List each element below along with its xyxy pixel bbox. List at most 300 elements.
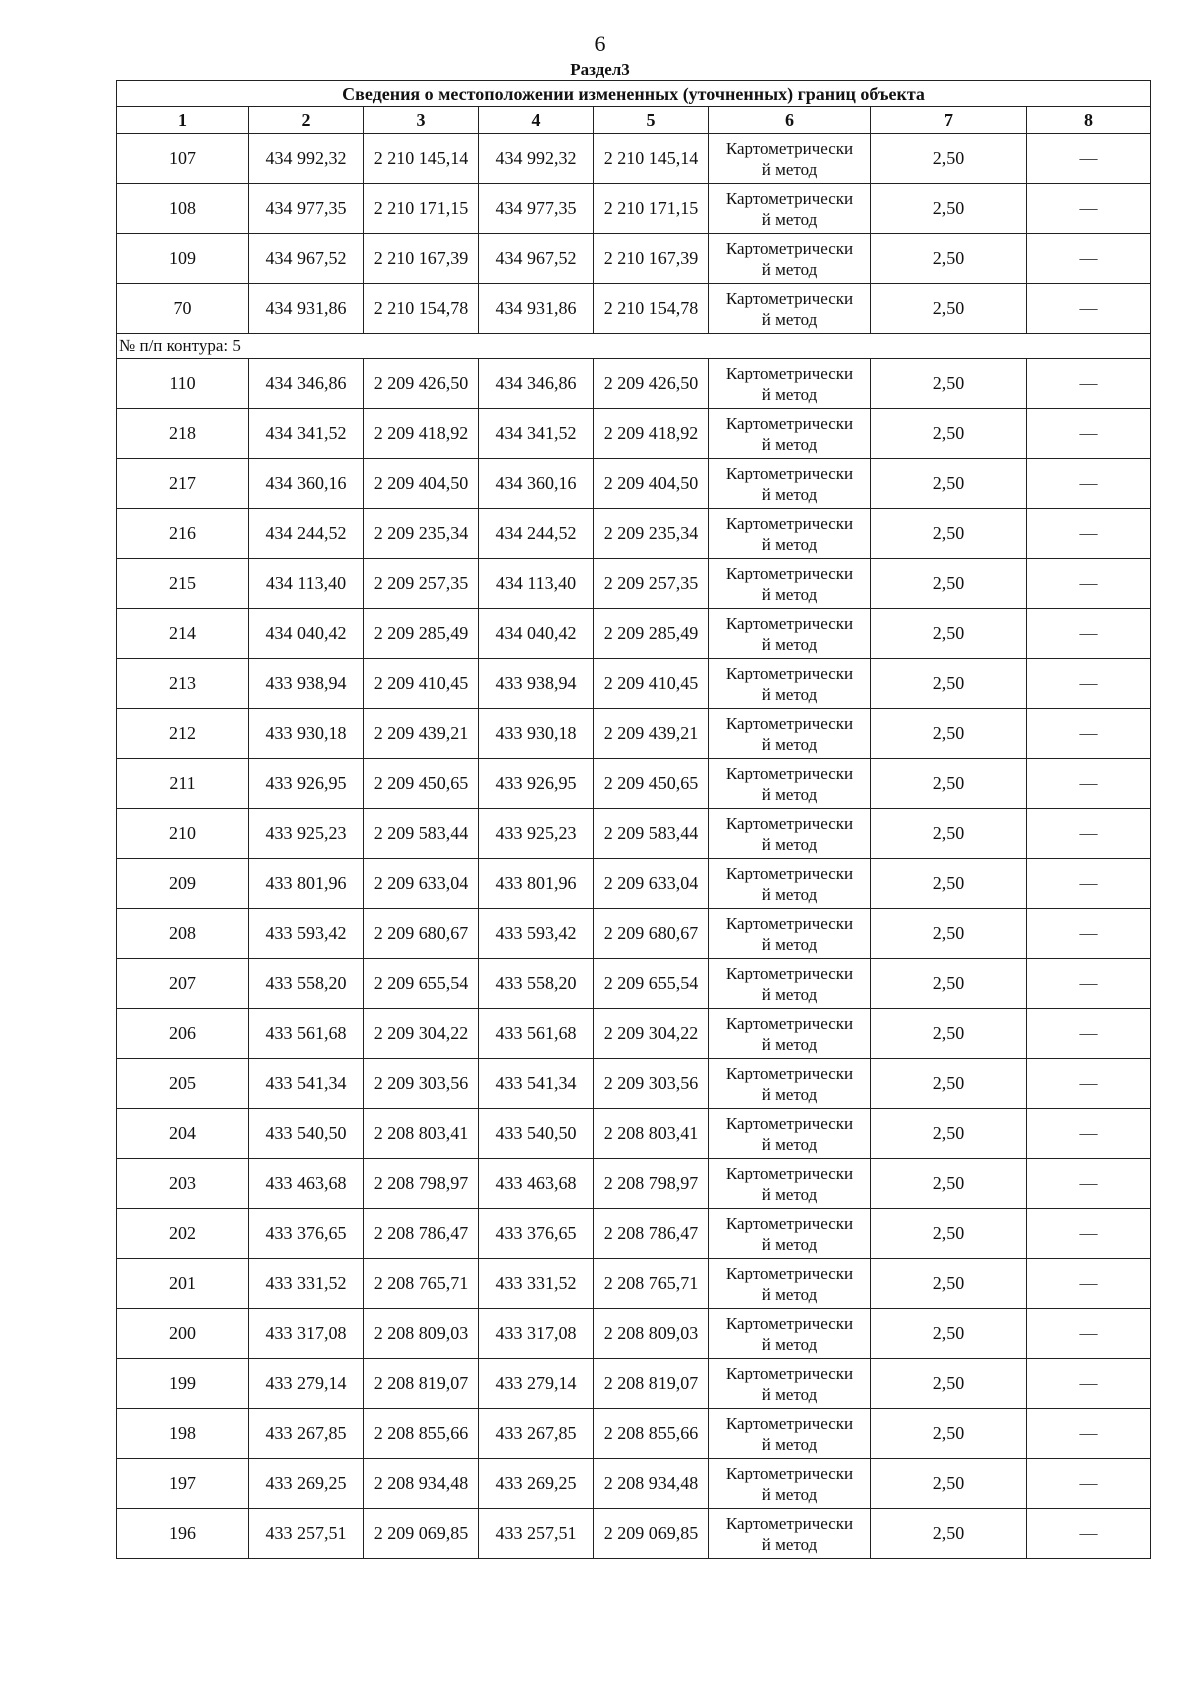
accuracy-cell: 2,50 [871, 284, 1027, 334]
accuracy-cell: 2,50 [871, 1309, 1027, 1359]
x-coordinate-cell: 433 540,50 [249, 1109, 364, 1159]
point-number-cell: 209 [117, 859, 249, 909]
y-coordinate-cell: 2 209 304,22 [364, 1009, 479, 1059]
y-new-coordinate-cell: 2 209 410,45 [594, 659, 709, 709]
point-number-cell: 211 [117, 759, 249, 809]
description-cell: — [1027, 1359, 1151, 1409]
method-text-line1: Картометрически [725, 1063, 854, 1083]
y-coordinate-cell: 2 209 418,92 [364, 409, 479, 459]
description-cell: — [1027, 359, 1151, 409]
method-text-line1: Картометрически [725, 463, 854, 483]
y-coordinate-cell: 2 210 167,39 [364, 234, 479, 284]
x-coordinate-cell: 433 930,18 [249, 709, 364, 759]
point-number-cell: 216 [117, 509, 249, 559]
point-number-cell: 201 [117, 1259, 249, 1309]
column-number: 4 [479, 107, 594, 134]
y-coordinate-cell: 2 208 765,71 [364, 1259, 479, 1309]
description-cell: — [1027, 1309, 1151, 1359]
method-cell [709, 959, 871, 1009]
method-text-line1: Картометрически [725, 663, 854, 683]
y-coordinate-cell: 2 208 803,41 [364, 1109, 479, 1159]
y-coordinate-cell: 2 208 798,97 [364, 1159, 479, 1209]
x-new-coordinate-cell: 433 317,08 [479, 1309, 594, 1359]
table-row [117, 809, 1151, 859]
x-coordinate-cell: 433 801,96 [249, 859, 364, 909]
y-new-coordinate-cell: 2 209 069,85 [594, 1509, 709, 1559]
table-row [117, 1059, 1151, 1109]
method-text-line2: й метод [761, 434, 818, 454]
y-coordinate-cell: 2 209 235,34 [364, 509, 479, 559]
method-cell [709, 409, 871, 459]
x-coordinate-cell: 434 244,52 [249, 509, 364, 559]
x-coordinate-cell: 433 561,68 [249, 1009, 364, 1059]
description-cell: — [1027, 1059, 1151, 1109]
y-new-coordinate-cell: 2 210 167,39 [594, 234, 709, 284]
description-cell: — [1027, 234, 1151, 284]
method-text-line1: Картометрически [725, 1013, 854, 1033]
y-coordinate-cell: 2 208 819,07 [364, 1359, 479, 1409]
method-cell [709, 1059, 871, 1109]
y-coordinate-cell: 2 209 303,56 [364, 1059, 479, 1109]
x-new-coordinate-cell: 433 541,34 [479, 1059, 594, 1109]
y-new-coordinate-cell: 2 209 235,34 [594, 509, 709, 559]
y-new-coordinate-cell: 2 209 426,50 [594, 359, 709, 409]
x-new-coordinate-cell: 434 341,52 [479, 409, 594, 459]
accuracy-cell: 2,50 [871, 234, 1027, 284]
method-cell [709, 184, 871, 234]
method-text-line2: й метод [761, 634, 818, 654]
accuracy-cell: 2,50 [871, 659, 1027, 709]
method-text-line1: Картометрически [725, 713, 854, 733]
method-text-line2: й метод [761, 934, 818, 954]
y-new-coordinate-cell: 2 209 450,65 [594, 759, 709, 809]
table-caption: Сведения о местоположении измененных (уточненных) границ объекта [117, 81, 1151, 107]
method-cell [709, 1359, 871, 1409]
method-text-line1: Картометрически [725, 763, 854, 783]
x-new-coordinate-cell: 433 561,68 [479, 1009, 594, 1059]
accuracy-cell: 2,50 [871, 184, 1027, 234]
point-number-cell: 206 [117, 1009, 249, 1059]
y-new-coordinate-cell: 2 208 855,66 [594, 1409, 709, 1459]
accuracy-cell: 2,50 [871, 1109, 1027, 1159]
accuracy-cell: 2,50 [871, 1009, 1027, 1059]
column-number: 1 [117, 107, 249, 134]
x-new-coordinate-cell: 433 938,94 [479, 659, 594, 709]
method-cell [709, 1209, 871, 1259]
table-row [117, 359, 1151, 409]
y-coordinate-cell: 2 209 426,50 [364, 359, 479, 409]
x-coordinate-cell: 434 341,52 [249, 409, 364, 459]
description-cell: — [1027, 609, 1151, 659]
x-new-coordinate-cell: 433 376,65 [479, 1209, 594, 1259]
method-text-line2: й метод [761, 1034, 818, 1054]
description-cell: — [1027, 459, 1151, 509]
column-number-row [117, 107, 1151, 134]
description-cell: — [1027, 1459, 1151, 1509]
method-text-line2: й метод [761, 1284, 818, 1304]
method-text-line1: Картометрически [725, 1113, 854, 1133]
method-cell [709, 909, 871, 959]
x-coordinate-cell: 434 931,86 [249, 284, 364, 334]
y-new-coordinate-cell: 2 209 418,92 [594, 409, 709, 459]
x-coordinate-cell: 433 463,68 [249, 1159, 364, 1209]
y-new-coordinate-cell: 2 210 154,78 [594, 284, 709, 334]
y-new-coordinate-cell: 2 209 304,22 [594, 1009, 709, 1059]
accuracy-cell: 2,50 [871, 759, 1027, 809]
table-row [117, 609, 1151, 659]
method-text-line1: Картометрически [725, 363, 854, 383]
table-row [117, 234, 1151, 284]
method-text-line2: й метод [761, 209, 818, 229]
point-number-cell: 215 [117, 559, 249, 609]
method-text-line2: й метод [761, 1134, 818, 1154]
method-text-line2: й метод [761, 484, 818, 504]
method-text-line2: й метод [761, 534, 818, 554]
point-number-cell: 214 [117, 609, 249, 659]
method-cell [709, 509, 871, 559]
table-row [117, 1459, 1151, 1509]
x-new-coordinate-cell: 433 926,95 [479, 759, 594, 809]
accuracy-cell: 2,50 [871, 809, 1027, 859]
column-number: 2 [249, 107, 364, 134]
table-row [117, 1309, 1151, 1359]
y-coordinate-cell: 2 209 680,67 [364, 909, 479, 959]
method-text-line2: й метод [761, 884, 818, 904]
section-title: Раздел3 [570, 60, 630, 79]
method-text-line2: й метод [761, 1434, 818, 1454]
y-new-coordinate-cell: 2 209 285,49 [594, 609, 709, 659]
table-row [117, 1209, 1151, 1259]
x-new-coordinate-cell: 434 992,32 [479, 134, 594, 184]
method-cell [709, 709, 871, 759]
y-coordinate-cell: 2 209 439,21 [364, 709, 479, 759]
method-text-line1: Картометрически [725, 413, 854, 433]
x-new-coordinate-cell: 434 346,86 [479, 359, 594, 409]
x-coordinate-cell: 433 938,94 [249, 659, 364, 709]
point-number-cell: 107 [117, 134, 249, 184]
method-text-line2: й метод [761, 784, 818, 804]
point-number-cell: 204 [117, 1109, 249, 1159]
description-cell: — [1027, 809, 1151, 859]
description-cell: — [1027, 509, 1151, 559]
accuracy-cell: 2,50 [871, 559, 1027, 609]
table-row [117, 1409, 1151, 1459]
y-coordinate-cell: 2 209 069,85 [364, 1509, 479, 1559]
method-cell [709, 284, 871, 334]
point-number-cell: 108 [117, 184, 249, 234]
point-number-cell: 218 [117, 409, 249, 459]
x-new-coordinate-cell: 434 040,42 [479, 609, 594, 659]
method-text-line2: й метод [761, 1534, 818, 1554]
y-new-coordinate-cell: 2 208 934,48 [594, 1459, 709, 1509]
y-new-coordinate-cell: 2 209 303,56 [594, 1059, 709, 1109]
table-row [117, 1509, 1151, 1559]
x-new-coordinate-cell: 433 801,96 [479, 859, 594, 909]
table-row [117, 1159, 1151, 1209]
x-coordinate-cell: 433 541,34 [249, 1059, 364, 1109]
x-new-coordinate-cell: 433 257,51 [479, 1509, 594, 1559]
accuracy-cell: 2,50 [871, 1509, 1027, 1559]
point-number-cell: 212 [117, 709, 249, 759]
point-number-cell: 203 [117, 1159, 249, 1209]
method-text-line1: Картометрически [725, 1513, 854, 1533]
x-new-coordinate-cell: 434 931,86 [479, 284, 594, 334]
description-cell: — [1027, 909, 1151, 959]
x-new-coordinate-cell: 433 463,68 [479, 1159, 594, 1209]
description-cell: — [1027, 184, 1151, 234]
method-text-line2: й метод [761, 1484, 818, 1504]
table-row [117, 284, 1151, 334]
description-cell: — [1027, 1009, 1151, 1059]
table-row [117, 184, 1151, 234]
y-coordinate-cell: 2 209 404,50 [364, 459, 479, 509]
method-text-line1: Картометрически [725, 863, 854, 883]
contour-block-5 [117, 359, 1151, 1559]
y-new-coordinate-cell: 2 209 257,35 [594, 559, 709, 609]
y-coordinate-cell: 2 209 410,45 [364, 659, 479, 709]
x-coordinate-cell: 433 269,25 [249, 1459, 364, 1509]
method-text-line2: й метод [761, 1084, 818, 1104]
y-new-coordinate-cell: 2 209 655,54 [594, 959, 709, 1009]
method-text-line1: Картометрически [725, 563, 854, 583]
y-new-coordinate-cell: 2 209 583,44 [594, 809, 709, 859]
accuracy-cell: 2,50 [871, 709, 1027, 759]
method-cell [709, 1509, 871, 1559]
point-number-cell: 110 [117, 359, 249, 409]
x-coordinate-cell: 433 257,51 [249, 1509, 364, 1559]
contour-label-row [117, 334, 1151, 359]
table-row [117, 759, 1151, 809]
y-new-coordinate-cell: 2 209 680,67 [594, 909, 709, 959]
point-number-cell: 199 [117, 1359, 249, 1409]
method-text-line2: й метод [761, 834, 818, 854]
y-new-coordinate-cell: 2 208 819,07 [594, 1359, 709, 1409]
y-coordinate-cell: 2 209 285,49 [364, 609, 479, 659]
description-cell: — [1027, 1159, 1151, 1209]
accuracy-cell: 2,50 [871, 359, 1027, 409]
point-number-cell: 213 [117, 659, 249, 709]
point-number-cell: 210 [117, 809, 249, 859]
description-cell: — [1027, 1109, 1151, 1159]
y-new-coordinate-cell: 2 208 803,41 [594, 1109, 709, 1159]
method-text-line2: й метод [761, 1384, 818, 1404]
column-number: 6 [709, 107, 871, 134]
table-row [117, 509, 1151, 559]
x-new-coordinate-cell: 433 925,23 [479, 809, 594, 859]
x-new-coordinate-cell: 434 113,40 [479, 559, 594, 609]
method-cell [709, 134, 871, 184]
x-new-coordinate-cell: 433 267,85 [479, 1409, 594, 1459]
method-cell [709, 459, 871, 509]
point-number-cell: 109 [117, 234, 249, 284]
accuracy-cell: 2,50 [871, 459, 1027, 509]
y-coordinate-cell: 2 208 786,47 [364, 1209, 479, 1259]
accuracy-cell: 2,50 [871, 1409, 1027, 1459]
column-number: 8 [1027, 107, 1151, 134]
accuracy-cell: 2,50 [871, 1059, 1027, 1109]
method-text-line1: Картометрически [725, 513, 854, 533]
x-coordinate-cell: 433 925,23 [249, 809, 364, 859]
y-coordinate-cell: 2 210 171,15 [364, 184, 479, 234]
x-new-coordinate-cell: 434 360,16 [479, 459, 594, 509]
method-text-line1: Картометрически [725, 288, 854, 308]
method-cell [709, 359, 871, 409]
contour-block-1 [117, 134, 1151, 334]
description-cell: — [1027, 284, 1151, 334]
method-text-line1: Картометрически [725, 1213, 854, 1233]
method-cell [709, 1259, 871, 1309]
accuracy-cell: 2,50 [871, 1209, 1027, 1259]
accuracy-cell: 2,50 [871, 909, 1027, 959]
method-text-line2: й метод [761, 584, 818, 604]
x-new-coordinate-cell: 433 930,18 [479, 709, 594, 759]
method-text-line1: Картометрически [725, 238, 854, 258]
method-cell [709, 659, 871, 709]
method-text-line1: Картометрически [725, 1313, 854, 1333]
description-cell: — [1027, 1209, 1151, 1259]
y-coordinate-cell: 2 208 809,03 [364, 1309, 479, 1359]
x-coordinate-cell: 434 360,16 [249, 459, 364, 509]
method-text-line1: Картометрически [725, 1413, 854, 1433]
x-coordinate-cell: 434 040,42 [249, 609, 364, 659]
description-cell: — [1027, 134, 1151, 184]
method-text-line2: й метод [761, 1184, 818, 1204]
x-coordinate-cell: 433 279,14 [249, 1359, 364, 1409]
page-number: 6 [594, 31, 606, 56]
y-new-coordinate-cell: 2 210 145,14 [594, 134, 709, 184]
point-number-cell: 70 [117, 284, 249, 334]
accuracy-cell: 2,50 [871, 859, 1027, 909]
description-cell: — [1027, 959, 1151, 1009]
y-new-coordinate-cell: 2 209 633,04 [594, 859, 709, 909]
boundary-coordinates-table [116, 80, 1151, 1559]
description-cell: — [1027, 1409, 1151, 1459]
y-coordinate-cell: 2 210 145,14 [364, 134, 479, 184]
accuracy-cell: 2,50 [871, 1459, 1027, 1509]
accuracy-cell: 2,50 [871, 134, 1027, 184]
contour-label: № п/п контура: 5 [117, 334, 1151, 359]
y-coordinate-cell: 2 210 154,78 [364, 284, 479, 334]
column-number: 3 [364, 107, 479, 134]
method-cell [709, 234, 871, 284]
method-text-line1: Картометрически [725, 138, 854, 158]
table-row [117, 1359, 1151, 1409]
method-text-line2: й метод [761, 984, 818, 1004]
method-text-line1: Картометрически [725, 1163, 854, 1183]
method-text-line1: Картометрически [725, 188, 854, 208]
x-new-coordinate-cell: 433 558,20 [479, 959, 594, 1009]
description-cell: — [1027, 559, 1151, 609]
x-new-coordinate-cell: 433 279,14 [479, 1359, 594, 1409]
column-number: 7 [871, 107, 1027, 134]
table-row [117, 709, 1151, 759]
method-cell [709, 609, 871, 659]
x-coordinate-cell: 433 331,52 [249, 1259, 364, 1309]
method-cell [709, 1009, 871, 1059]
method-text-line2: й метод [761, 309, 818, 329]
method-text-line2: й метод [761, 1334, 818, 1354]
y-coordinate-cell: 2 209 257,35 [364, 559, 479, 609]
x-new-coordinate-cell: 433 540,50 [479, 1109, 594, 1159]
point-number-cell: 202 [117, 1209, 249, 1259]
x-new-coordinate-cell: 434 977,35 [479, 184, 594, 234]
description-cell: — [1027, 1509, 1151, 1559]
accuracy-cell: 2,50 [871, 1359, 1027, 1409]
table-row [117, 409, 1151, 459]
x-coordinate-cell: 433 926,95 [249, 759, 364, 809]
point-number-cell: 205 [117, 1059, 249, 1109]
table-row [117, 1259, 1151, 1309]
x-new-coordinate-cell: 434 244,52 [479, 509, 594, 559]
x-new-coordinate-cell: 433 331,52 [479, 1259, 594, 1309]
point-number-cell: 200 [117, 1309, 249, 1359]
method-cell [709, 559, 871, 609]
method-cell [709, 1109, 871, 1159]
accuracy-cell: 2,50 [871, 509, 1027, 559]
x-coordinate-cell: 433 376,65 [249, 1209, 364, 1259]
method-text-line1: Картометрически [725, 913, 854, 933]
x-new-coordinate-cell: 433 593,42 [479, 909, 594, 959]
method-cell [709, 859, 871, 909]
description-cell: — [1027, 759, 1151, 809]
x-coordinate-cell: 434 977,35 [249, 184, 364, 234]
description-cell: — [1027, 409, 1151, 459]
contour-separator [117, 334, 1151, 359]
x-coordinate-cell: 434 967,52 [249, 234, 364, 284]
method-cell [709, 1409, 871, 1459]
x-coordinate-cell: 433 267,85 [249, 1409, 364, 1459]
method-text-line1: Картометрически [725, 963, 854, 983]
method-text-line1: Картометрически [725, 1263, 854, 1283]
method-cell [709, 1159, 871, 1209]
y-coordinate-cell: 2 209 583,44 [364, 809, 479, 859]
point-number-cell: 208 [117, 909, 249, 959]
method-text-line2: й метод [761, 159, 818, 179]
y-coordinate-cell: 2 209 450,65 [364, 759, 479, 809]
table-row [117, 1009, 1151, 1059]
method-text-line2: й метод [761, 259, 818, 279]
y-new-coordinate-cell: 2 208 798,97 [594, 1159, 709, 1209]
table-row [117, 559, 1151, 609]
method-cell [709, 1459, 871, 1509]
x-new-coordinate-cell: 433 269,25 [479, 1459, 594, 1509]
point-number-cell: 207 [117, 959, 249, 1009]
x-coordinate-cell: 434 992,32 [249, 134, 364, 184]
table-row [117, 859, 1151, 909]
method-cell [709, 809, 871, 859]
method-text-line2: й метод [761, 684, 818, 704]
table-row [117, 959, 1151, 1009]
point-number-cell: 198 [117, 1409, 249, 1459]
table-row [117, 134, 1151, 184]
y-new-coordinate-cell: 2 209 404,50 [594, 459, 709, 509]
y-new-coordinate-cell: 2 208 765,71 [594, 1259, 709, 1309]
column-number: 5 [594, 107, 709, 134]
y-new-coordinate-cell: 2 210 171,15 [594, 184, 709, 234]
x-coordinate-cell: 433 558,20 [249, 959, 364, 1009]
table-row [117, 1109, 1151, 1159]
method-text-line2: й метод [761, 384, 818, 404]
method-text-line1: Картометрически [725, 1363, 854, 1383]
x-coordinate-cell: 433 593,42 [249, 909, 364, 959]
y-coordinate-cell: 2 209 655,54 [364, 959, 479, 1009]
y-new-coordinate-cell: 2 209 439,21 [594, 709, 709, 759]
accuracy-cell: 2,50 [871, 409, 1027, 459]
method-cell [709, 1309, 871, 1359]
x-coordinate-cell: 434 346,86 [249, 359, 364, 409]
accuracy-cell: 2,50 [871, 609, 1027, 659]
accuracy-cell: 2,50 [871, 959, 1027, 1009]
